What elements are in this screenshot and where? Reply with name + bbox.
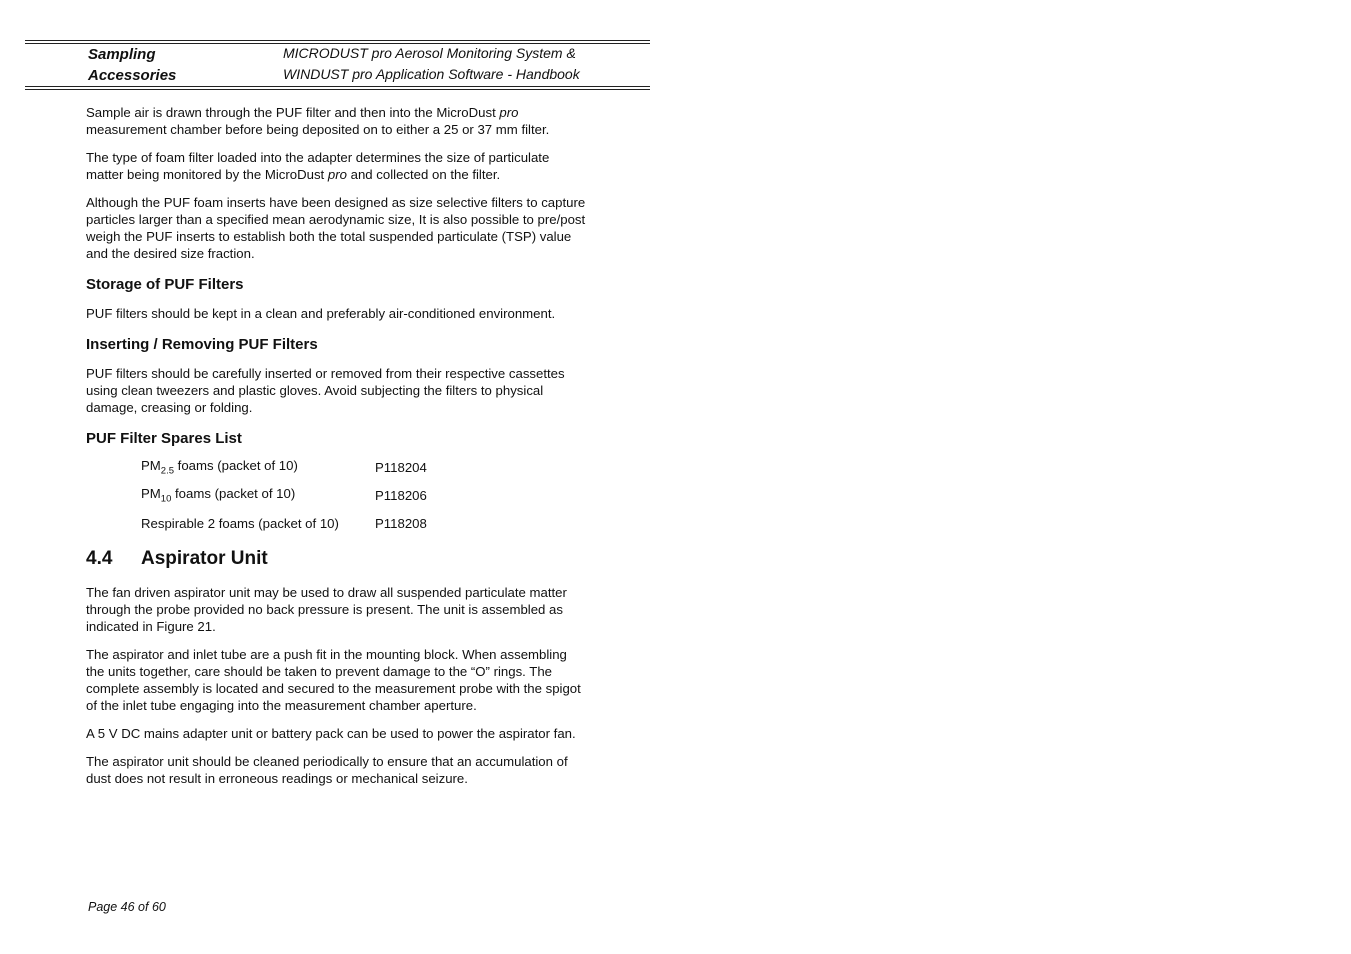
spare-part-number: P118208 (375, 515, 427, 531)
aspirator-paragraph-2: The aspirator and inlet tube are a push fit in the mounting block. When assembling the units together, care should be taken to prevent damage to the “O” rings. The complete assembly is located and secured to the measurement probe with the spigot of the inlet tube engaging into the measurement chamber aperture. (86, 647, 581, 713)
header-section-title (88, 44, 176, 86)
spare-prefix: PM (141, 457, 161, 473)
section-number: 4.4 (86, 548, 113, 569)
aspirator-paragraph-1: The fan driven aspirator unit may be used to draw all suspended particulate matter through the probe provided no back pressure is present. The unit is assembled as indicated in Figure 21. (86, 585, 567, 634)
header-manual-line2: WINDUST pro Application Software - Handbook (283, 65, 580, 82)
spare-suffix: foams (packet of 10) (171, 485, 296, 501)
intro-p2-text: The type of foam filter loaded into the adapter determines the size of particulate matter being monitored by the MicroDust (86, 150, 550, 182)
spare-prefix: Respirable 2 foams (packet of 10) (141, 515, 339, 531)
spare-description (141, 516, 375, 531)
spares-list (141, 453, 586, 537)
spare-suffix: foams (packet of 10) (174, 457, 298, 473)
spare-description (141, 486, 375, 505)
header-manual-line1: MICRODUST pro Aerosol Monitoring System & (283, 45, 576, 61)
page-number: Page 46 of 60 (88, 900, 166, 914)
intro-paragraph-1 (86, 104, 586, 138)
header-bottom-rule-1 (25, 86, 650, 87)
inserting-paragraph: PUF filters should be carefully inserted or removed from their respective cassettes using clean tweezers and plastic gloves. Avoid subjecting the filters to physical damage, creasing or folding. (86, 366, 565, 415)
header-top-rule-1 (25, 40, 650, 41)
intro-paragraph-3: Although the PUF foam inserts have been designed as size selective filters to capture particles larger than a specified mean aerodynamic size, It is also possible to pre/post weigh the PUF inserts to establish both the total suspended particulate (TSP) value and the desired size fraction. (86, 195, 586, 261)
intro-p1-text-end: measurement chamber before being deposited on to either a 25 or 37 mm filter. (86, 122, 550, 137)
spare-part-number: P118204 (375, 459, 427, 475)
spare-part-number: P118206 (375, 487, 427, 503)
intro-p1-emphasis: pro (499, 105, 519, 120)
spares-heading: PUF Filter Spares List (86, 430, 242, 447)
header-bottom-rule-2 (25, 89, 650, 90)
aspirator-paragraph-3: A 5 V DC mains adapter unit or battery pack can be used to power the aspirator fan. (86, 726, 576, 741)
aspirator-paragraph-4: The aspirator unit should be cleaned periodically to ensure that an accumulation of dust does not result in erroneous readings or mechanical seizure. (86, 754, 568, 786)
page-content (86, 104, 586, 798)
section-title: Aspirator Unit (141, 548, 268, 569)
intro-p2-emphasis: pro (327, 167, 347, 182)
spare-prefix: PM (141, 485, 161, 501)
aspirator-section-heading (86, 547, 586, 571)
spares-row (141, 481, 586, 509)
storage-paragraph: PUF filters should be kept in a clean and preferably air-conditioned environment. (86, 306, 556, 321)
spare-description (141, 458, 375, 477)
header-section-line2: Accessories (88, 67, 177, 84)
spare-subscript: 10 (160, 493, 172, 505)
spare-subscript: 2.5 (160, 465, 174, 477)
header-manual-title (283, 43, 580, 84)
spares-row (141, 453, 586, 481)
spares-row (141, 509, 586, 537)
inserting-heading: Inserting / Removing PUF Filters (86, 336, 318, 353)
header-section-line1: Sampling (88, 46, 156, 63)
intro-p1-text: Sample air is drawn through the PUF filter and then into the MicroDust (86, 105, 500, 120)
storage-heading: Storage of PUF Filters (86, 276, 244, 293)
intro-paragraph-2 (86, 149, 586, 183)
intro-p2-text-end: and collected on the filter. (346, 167, 501, 182)
